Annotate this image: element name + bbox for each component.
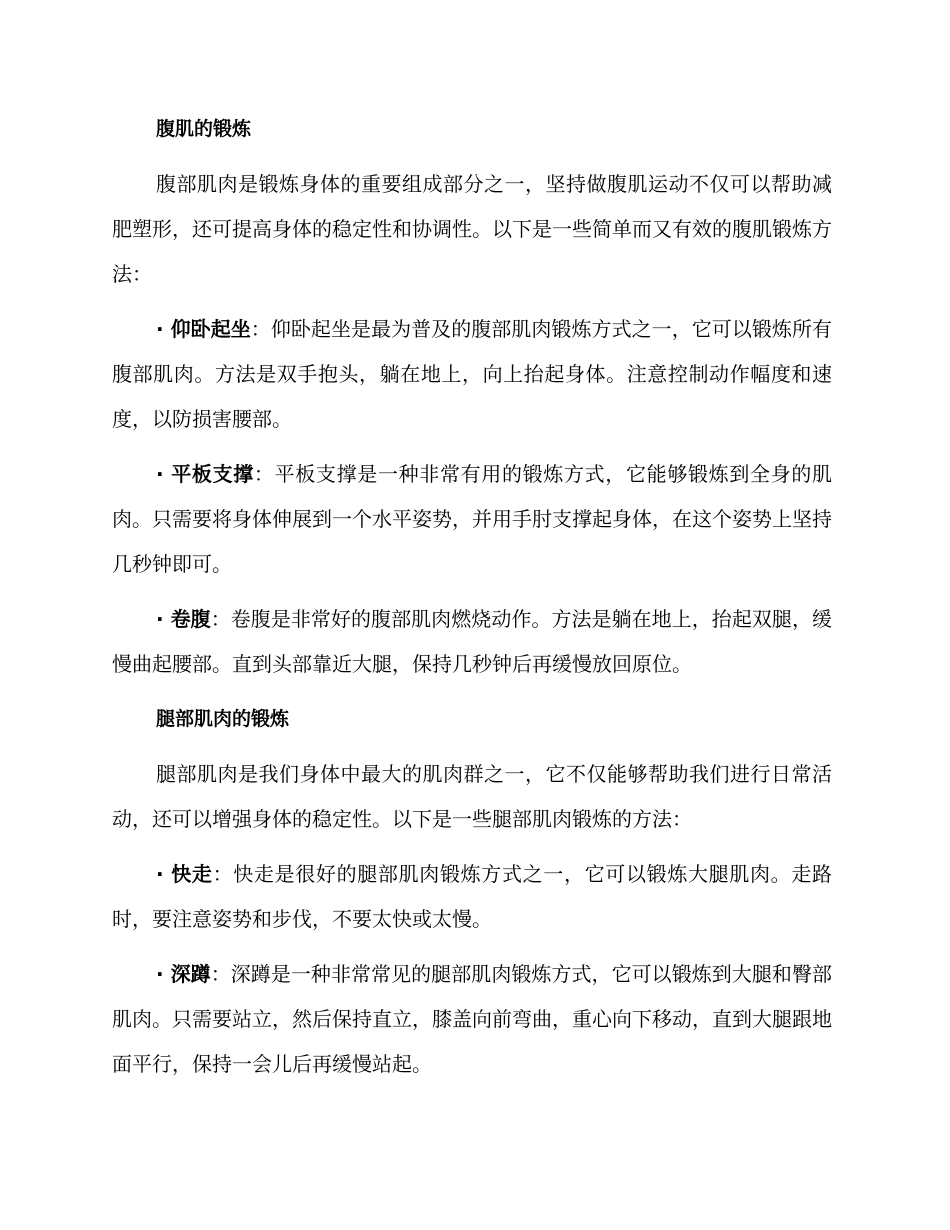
list-item-text: ：快走是很好的腿部肌肉锻炼方式之一，它可以锻炼大腿肌肉。走路时，要注意姿势和步伐，不要太快或太慢。 — [112, 862, 833, 931]
section-intro-legs: 腿部肌肉是我们身体中最大的肌肉群之一，它不仅能够帮助我们进行日常活动，还可以增强身体的稳定性。以下是一些腿部肌肉锻炼的方法： — [112, 762, 832, 831]
document-page — [112, 107, 832, 1097]
list-item-term: · 快走 — [156, 862, 213, 886]
list-item-term: · 深蹲 — [156, 962, 211, 986]
list-item-text: ：仰卧起坐是最为普及的腹部肌肉锻炼方式之一，它可以锻炼所有腹部肌肉。方法是双手抱头，躺在地上，向上抬起身体。注意控制动作幅度和速度，以防损害腰部。 — [112, 317, 833, 431]
list-item-squat — [112, 952, 832, 1087]
list-item-term: · 卷腹 — [156, 607, 211, 631]
section-heading-legs: 腿部肌肉的锻炼 — [156, 708, 290, 730]
list-item-brisk-walk — [112, 852, 832, 942]
list-item-term: · 仰卧起坐 — [156, 317, 251, 341]
list-item-text: ：卷腹是非常好的腹部肌肉燃烧动作。方法是躺在地上，抬起双腿，缓慢曲起腰部。直到头部靠近大腿，保持几秒钟后再缓慢放回原位。 — [112, 607, 833, 676]
list-item-text: ：深蹲是一种非常常见的腿部肌肉锻炼方式，它可以锻炼到大腿和臀部肌肉。只需要站立，然后保持直立，膝盖向前弯曲，重心向下移动，直到大腿跟地面平行，保持一会儿后再缓慢站起。 — [112, 962, 833, 1076]
list-item-crunch — [112, 597, 832, 687]
list-item-text: ：平板支撑是一种非常有用的锻炼方式，它能够锻炼到全身的肌肉。只需要将身体伸展到一个水平姿势，并用手肘支撑起身体，在这个姿势上坚持几秒钟即可。 — [112, 462, 833, 576]
list-item-situp — [112, 307, 832, 442]
section-intro-abs: 腹部肌肉是锻炼身体的重要组成部分之一，坚持做腹肌运动不仅可以帮助减肥塑形，还可提高身体的稳定性和协调性。以下是一些简单而又有效的腹肌锻炼方法： — [112, 172, 832, 286]
list-item-plank — [112, 452, 832, 587]
list-item-term: · 平板支撑 — [156, 462, 254, 486]
section-heading-abs: 腹肌的锻炼 — [156, 118, 252, 140]
